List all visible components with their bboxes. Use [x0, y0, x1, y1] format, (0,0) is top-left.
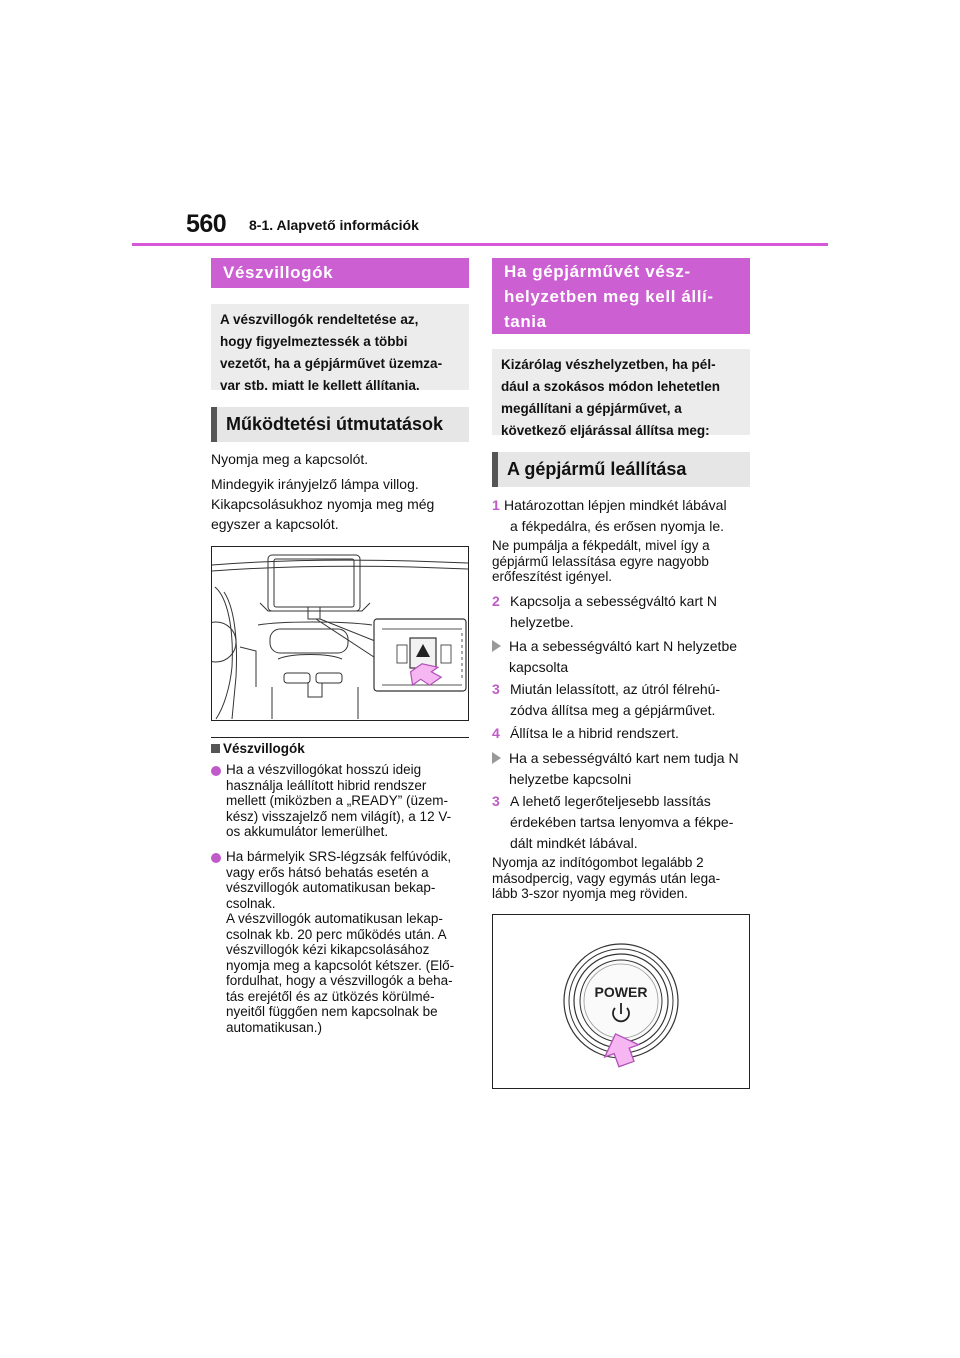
section-title-emergency-stop: Ha gépjárművét vész- helyzetben meg kell állí- tania [492, 258, 750, 334]
no-pumping-text: Ne pumpálja a fékpedált, mivel így a gépjármű lelassítása egyre nagyobb erőfeszítést igényel. [492, 538, 710, 584]
subsection-title-stopping: A gépjármű leállítása [492, 452, 750, 487]
step-3: 3 Miután lelassított, az útról félrehú- zódva állítsa meg a gépjárművet. [492, 681, 721, 718]
arrow-right-icon [492, 752, 501, 764]
note-bullet-2: Ha bármelyik SRS-légzsák felfúvódik, vagy erős hátsó behatás esetén a vészvillogók automatikusan bekap- csolnak. A vészvillogók automatikusan lekap- csolnak kb. 20 perc működés után. A vészvillogók kézi kikapcsolásához nyomja meg a kapcsolót kétszer. (Elő- fordulhat, hogy a vészvillogók a beha- tás erejétől és az ütközés körülmé- nyeitől függően nem kapcsolnak be automatikusan.) [211, 849, 488, 1035]
dashboard-illustration [212, 547, 468, 720]
blinkers-text: Mindegyik irányjelző lámpa villog. Kikapcsolásukhoz nyomja meg még egyszer a kapcsolót. [211, 476, 435, 532]
step-3-alt: 3 A lehető legerőteljesebb lassítás érdekében tartsa lenyomva a fékpe- dált mindkét lábával. [492, 793, 734, 851]
chapter-title: 8-1. Alapvető információk [249, 217, 419, 233]
power-button-illustration [493, 915, 749, 1088]
condition-neutral-ok: Ha a sebességváltó kart N helyzetbe kapcsolta [492, 636, 737, 678]
condition-neutral-fail: Ha a sebességváltó kart nem tudja N helyzetbe kapcsolni [492, 748, 739, 790]
bullet-dot-icon [211, 853, 221, 863]
step-4: 4 Állítsa le a hibrid rendszert. [492, 725, 679, 741]
square-bullet-icon [211, 744, 220, 753]
header-rule [132, 243, 828, 246]
power-label: POWER [594, 984, 648, 1000]
step-2: 2 Kapcsolja a sebességváltó kart N helyzetbe. [492, 593, 717, 630]
emergency-intro-box: Kizárólag vészhelyzetben, ha pél- dául a szokásos módon lehetetlen megállítani a gépjárművet, a következő eljárással állítsa meg: [492, 349, 750, 435]
press-switch-text: Nyomja meg a kapcsolót. [211, 451, 369, 467]
bullet-dot-icon [211, 766, 221, 776]
hazard-intro-box: A vészvillogók rendeltetése az, hogy figyelmeztessék a többi vezetőt, ha a gépjárművet üzemza- var stb. miatt le kellett állítania. [211, 304, 469, 390]
note-title: Vészvillogók [211, 741, 305, 756]
page-number: 560 [186, 210, 227, 238]
power-button-text: Nyomja az indítógombot legalább 2 másodpercig, vagy egymás után lega- lább 3-szor nyomja meg röviden. [492, 855, 721, 901]
subsection-title-operation: Működtetési útmutatások [211, 407, 469, 442]
note-bullet-1: Ha a vészvillogókat hosszú ideig használja leállított hibrid rendszer mellett (miközben a „READY” (üzem- kész) visszajelző nem világít), a 12 V- os akkumulátor lemerülhet. [211, 762, 488, 840]
power-button-figure [492, 914, 750, 1089]
dashboard-figure [211, 546, 469, 721]
figure-divider [211, 737, 469, 738]
arrow-right-icon [492, 640, 501, 652]
step-1: 1 Határozottan lépjen mindkét lábával a fékpedálra, és erősen nyomja le. [492, 497, 727, 534]
section-title-hazard: Vészvillogók [211, 258, 469, 288]
